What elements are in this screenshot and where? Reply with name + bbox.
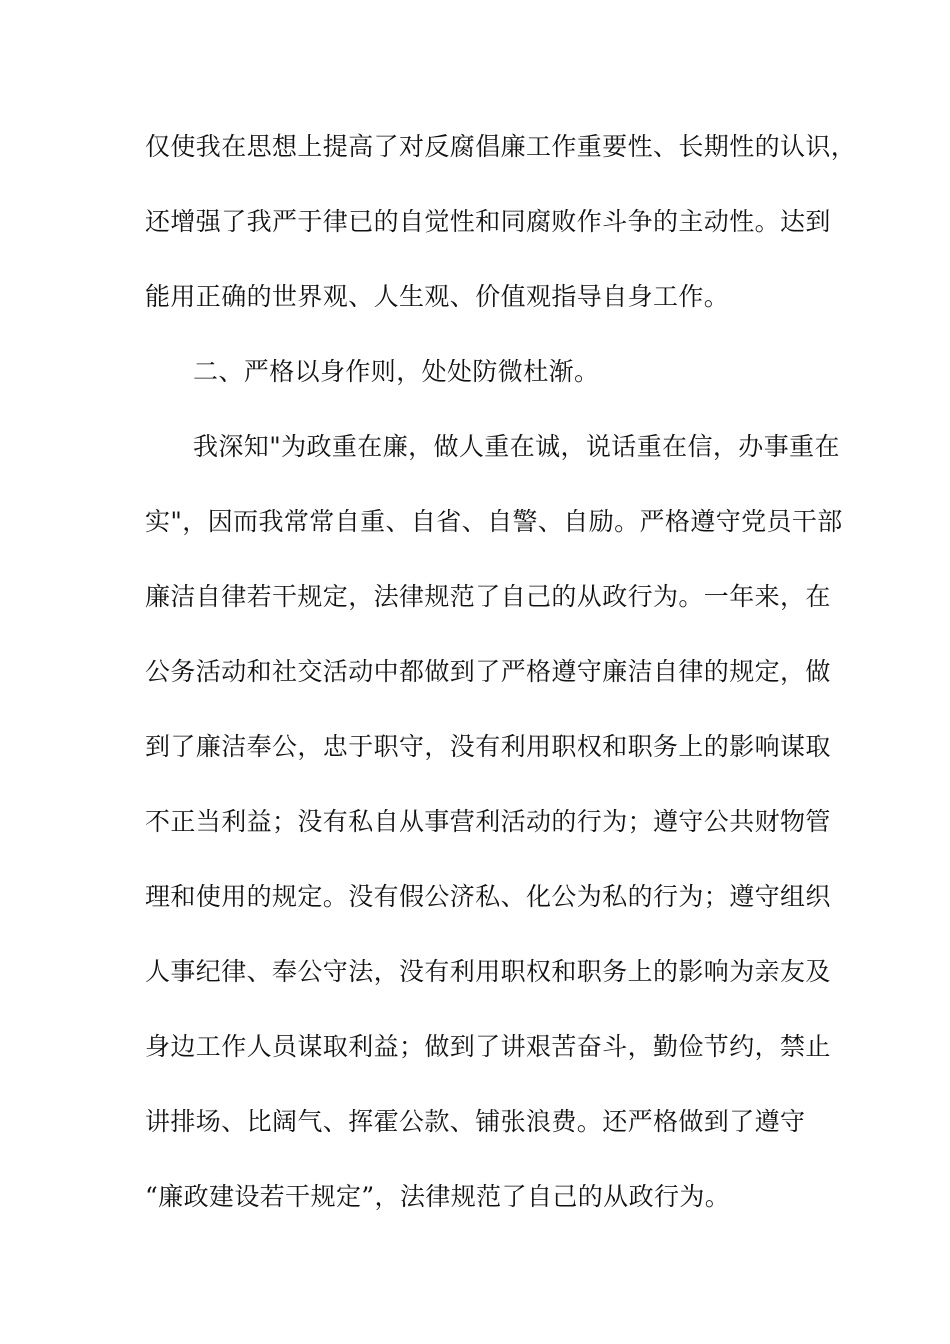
- text-line-7: 廉洁自律若干规定，法律规范了自己的从政行为。一年来，在: [145, 582, 831, 611]
- text-line-8: 公务活动和社交活动中都做到了严格遵守廉洁自律的规定，做: [145, 657, 831, 686]
- document-body: [145, 124, 857, 1249]
- text-line-15: “廉政建设若干规定”，法律规范了自己的从政行为。: [145, 1182, 731, 1211]
- text-line-12: 人事纪律、奉公守法，没有利用职权和职务上的影响为亲友及: [145, 957, 831, 986]
- text-line-14: 讲排场、比阔气、挥霍公款、铺张浪费。还严格做到了遵守: [145, 1107, 806, 1136]
- text-line-3: 能用正确的世界观、人生观、价值观指导自身工作。: [145, 282, 730, 311]
- text-line-1: 仅使我在思想上提高了对反腐倡廉工作重要性、长期性的认识，: [145, 132, 857, 161]
- text-line-11: 理和使用的规定。没有假公济私、化公为私的行为；遵守组织: [145, 882, 831, 911]
- text-line-9: 到了廉洁奉公，忠于职守，没有利用职权和职务上的影响谋取: [145, 732, 831, 761]
- text-line-10: 不正当利益；没有私自从事营利活动的行为；遵守公共财物管: [145, 807, 831, 836]
- section-heading: 二、严格以身作则，处处防微杜渐。: [193, 357, 600, 386]
- text-line-5: 我深知"为政重在廉，做人重在诚，说话重在信，办事重在: [193, 432, 840, 461]
- text-line-2: 还增强了我严于律已的自觉性和同腐败作斗争的主动性。达到: [145, 207, 831, 236]
- text-line-13: 身边工作人员谋取利益；做到了讲艰苦奋斗，勤俭节约，禁止: [145, 1032, 831, 1061]
- text-line-6: 实"，因而我常常自重、自省、自警、自励。严格遵守党员干部: [145, 507, 843, 536]
